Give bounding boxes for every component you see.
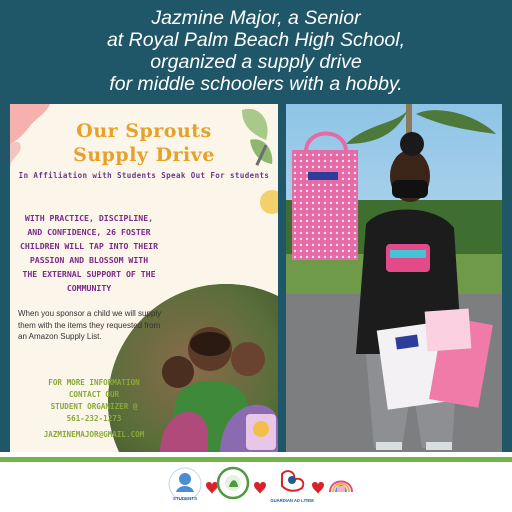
header-line-1: Jazmine Major, a Senior <box>151 7 361 29</box>
contact-line: CONTACT OUR <box>68 390 120 399</box>
rainbow-house-logo <box>330 482 352 493</box>
contact-line: STUDENT ORGANIZER @ <box>50 402 138 411</box>
mission-line: PASSION AND BLOSSOM WITH <box>29 255 149 265</box>
flyer-title-line-2: Supply Drive <box>73 144 215 166</box>
mission-line: WITH PRACTICE, DISCIPLINE, <box>24 213 154 223</box>
footer-logos <box>0 452 512 512</box>
header-line-2: at Royal Palm Beach High School, <box>106 29 406 51</box>
green-emblem-logo <box>218 468 248 498</box>
contact-email: JAZMINEMAJOR@GMAIL.COM <box>43 430 145 439</box>
flyer-title-line-1: Our Sprouts <box>76 120 212 142</box>
contact-line: FOR MORE INFORMATION <box>48 378 140 387</box>
heart-icon <box>312 482 324 494</box>
header-line-3: organized a supply drive <box>150 51 362 73</box>
header-banner <box>0 0 512 104</box>
mission-line: THE EXTERNAL SUPPORT OF THE <box>22 269 156 279</box>
mission-line: AND CONFIDENCE, 26 FOSTER <box>27 227 151 237</box>
photo-illustration <box>286 104 502 452</box>
supply-drive-flyer <box>10 104 278 452</box>
guardian-ad-litem-logo <box>270 471 314 503</box>
header-line-4: for middle schoolers with a hobby. <box>109 73 403 95</box>
heart-icon <box>206 482 218 494</box>
students-logo <box>169 468 201 501</box>
heart-icon <box>254 482 266 494</box>
flyer-mission-text <box>10 211 168 295</box>
flyer-contact-info <box>18 377 170 441</box>
student-photo <box>286 104 502 452</box>
guardian-ad-litem-text: GUARDIAN AD LITEM <box>270 498 314 503</box>
flyer-affiliation: In Affiliation with Students Speak Out For students <box>18 171 270 180</box>
contact-phone: 561-232-1273 <box>66 414 122 423</box>
flyer-sponsor-text: When you sponsor a child we will supply them with the items they requested from an Amazon Supply List. <box>18 309 162 341</box>
logos-row <box>0 452 512 512</box>
mission-line: CHILDREN WILL TAP INTO THEIR <box>19 241 159 251</box>
students-logo-text: STUDENTS <box>172 496 198 501</box>
mission-line: COMMUNITY <box>66 283 112 293</box>
